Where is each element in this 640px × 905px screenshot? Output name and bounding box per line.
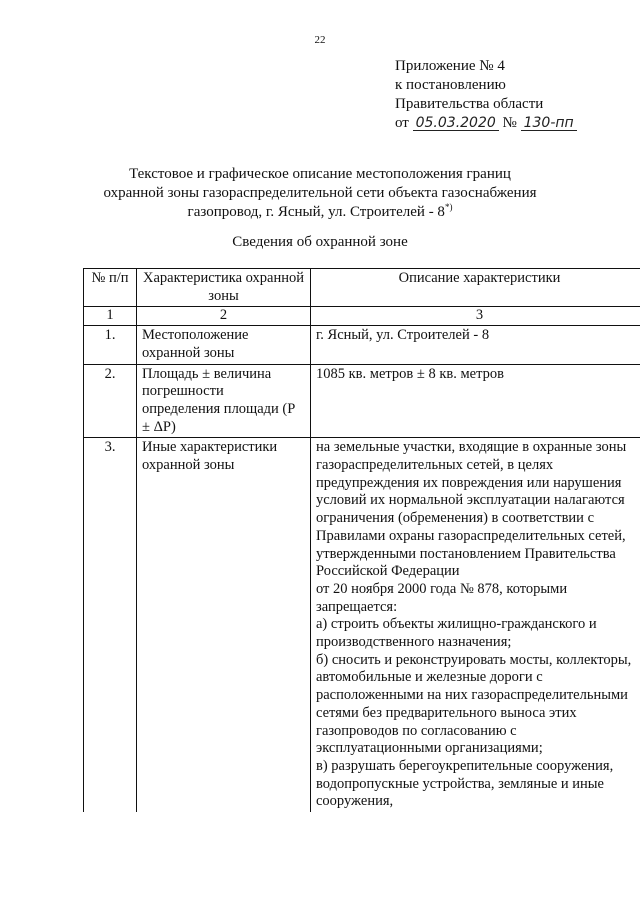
column-number-row: [84, 307, 640, 326]
description-paragraph: на земельные участки, входящие в охранные зоны газораспределительных сетей, в целях предупреждения их повреждения или нарушения условий их нормальной эксплуатации налагаются ограничения (обременения) в соответствии с Правилами охраны газораспределительных сетей, утвержденными постановлением Правительства Российской Федерации: [316, 439, 627, 580]
appendix-line-1: Приложение № 4: [395, 58, 505, 74]
appendix-line-3: Правительства области: [395, 96, 544, 112]
handwritten-number: 130-пп: [521, 116, 577, 131]
row-characteristic: Местоположение охранной зоны: [137, 326, 311, 364]
description-paragraph: 1085 кв. метров ± 8 кв. метров: [316, 365, 504, 382]
number-prefix: №: [502, 115, 517, 131]
document-title: [80, 165, 560, 222]
description-paragraph: г. Ясный, ул. Строителей - 8: [316, 327, 490, 344]
header-number: № п/п: [84, 269, 137, 307]
column-number-1: 1: [84, 307, 137, 326]
row-number: 2.: [84, 364, 137, 438]
protection-zone-table: [83, 268, 640, 812]
date-prefix: от: [395, 115, 409, 131]
row-characteristic: Иные характеристики охранной зоны: [137, 438, 311, 812]
header-description: Описание характеристики: [311, 269, 640, 307]
row-number: 3.: [84, 438, 137, 812]
appendix-date-line: [395, 114, 577, 133]
row-description: [311, 364, 640, 438]
description-paragraph: от 20 ноября 2000 года № 878, которыми запрещается:: [316, 580, 568, 615]
row-description: [311, 326, 640, 364]
description-paragraph: а) строить объекты жилищно-гражданского и производственного назначения;: [316, 616, 597, 651]
table-header-row: [84, 269, 640, 307]
handwritten-date: 05.03.2020: [413, 116, 499, 131]
title-line-1: Текстовое и графическое описание местоположения границ: [129, 166, 511, 182]
table-row: [84, 326, 640, 364]
row-description: [311, 438, 640, 812]
table-row: [84, 438, 640, 812]
section-title: Сведения об охранной зоне: [232, 234, 408, 250]
header-characteristic: Характеристика охранной зоны: [137, 269, 311, 307]
column-number-2: 2: [137, 307, 311, 326]
row-characteristic: Площадь ± величина погрешности определения площади (Р ± ΔР): [137, 364, 311, 438]
appendix-block: [395, 57, 577, 133]
footnote-mark: *): [444, 202, 453, 212]
title-line-3: [80, 203, 560, 222]
row-number: 1.: [84, 326, 137, 364]
description-paragraph: в) разрушать берегоукрепительные сооружения, водопропускные устройства, земляные и иные сооружения,: [316, 757, 614, 810]
column-number-3: 3: [311, 307, 640, 326]
table-row: [84, 364, 640, 438]
title-line-2: охранной зоны газораспределительной сети объекта газоснабжения: [103, 185, 537, 201]
description-paragraph: б) сносить и реконструировать мосты, коллекторы, автомобильные и железные дороги с расположенными на них газораспределительными сетями без предварительного выноса этих газопроводов по согласованию с эксплуатационными организациями;: [316, 651, 632, 757]
title-line-3-text: газопровод, г. Ясный, ул. Строителей - 8: [187, 204, 445, 220]
page-number: 22: [314, 34, 326, 46]
appendix-line-2: к постановлению: [395, 77, 506, 93]
